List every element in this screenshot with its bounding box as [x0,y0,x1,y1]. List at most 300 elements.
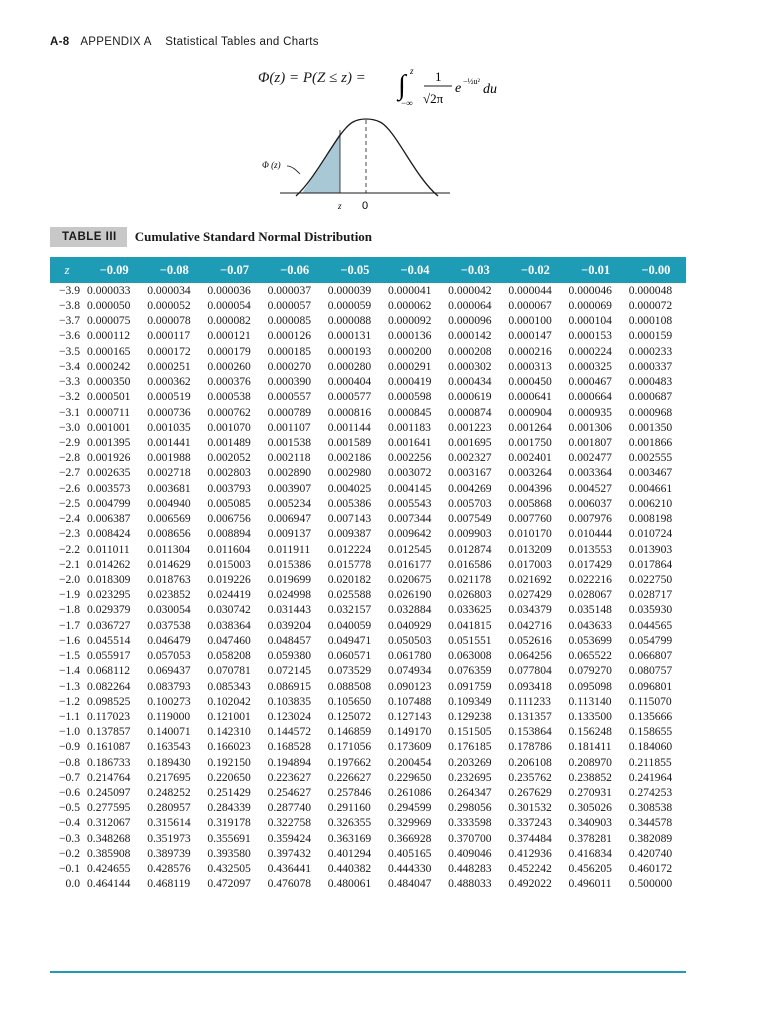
probability-cell: 0.025588 [327,588,372,602]
probability-cell: 0.312067 [87,816,131,830]
z-value-cell: −3.6 [58,329,80,343]
probability-cell: 0.308538 [628,801,673,815]
table-row [50,800,686,815]
probability-cell: 0.000075 [87,314,131,328]
probability-cell: 0.173609 [387,740,432,754]
probability-cell: 0.000325 [568,359,612,373]
probability-cell: 0.326355 [327,816,372,830]
probability-cell: 0.045514 [87,633,131,647]
z-value-cell: −1.6 [58,633,80,647]
probability-cell: 0.000762 [207,405,251,419]
probability-cell: 0.211855 [628,755,672,769]
z-value-cell: −2.9 [58,436,80,449]
probability-cell: 0.019699 [267,572,312,586]
probability-cell: 0.000251 [147,359,191,373]
z-value-cell: −1.9 [58,588,80,602]
probability-cell: 0.023852 [147,588,191,602]
probability-cell: 0.063008 [448,649,492,663]
probability-cell: 0.301532 [508,801,552,815]
probability-cell: 0.024998 [267,588,312,602]
probability-cell: 0.001988 [147,451,191,465]
probability-cell: 0.000048 [628,283,673,297]
probability-cell: 0.000313 [508,359,552,373]
probability-cell: 0.053699 [568,633,612,647]
probability-cell: 0.013209 [508,542,552,556]
probability-cell: 0.006387 [87,512,131,526]
probability-cell: 0.000216 [508,344,552,358]
probability-cell: 0.028717 [628,588,673,602]
table-row [50,816,686,831]
probability-cell: 0.472097 [207,877,251,891]
probability-cell: 0.000664 [568,390,612,404]
probability-cell: 0.206108 [508,755,552,769]
probability-cell: 0.496011 [568,877,612,891]
probability-cell: 0.041815 [448,618,492,632]
probability-cell: 0.013553 [568,542,612,556]
probability-cell: 0.000042 [448,283,492,297]
probability-cell: 0.010444 [568,527,612,541]
probability-cell: 0.176185 [448,740,492,754]
probability-cell: 0.226627 [327,770,372,784]
probability-cell: 0.294599 [387,801,432,815]
probability-cell: 0.004661 [628,481,673,495]
probability-cell: 0.156248 [568,725,612,739]
probability-cell: 0.001589 [327,436,372,449]
probability-cell: 0.000687 [628,390,673,404]
appendix-label: APPENDIX A [80,36,152,48]
probability-cell: 0.270931 [568,786,612,800]
probability-cell: 0.003573 [87,481,131,495]
probability-cell: 0.125072 [327,709,372,723]
probability-cell: 0.048457 [267,633,312,647]
z-value-cell: −1.3 [58,679,80,693]
probability-cell: 0.000096 [448,314,492,328]
probability-cell: 0.010724 [628,527,673,541]
probability-cell: 0.006569 [147,512,191,526]
table-row [50,877,686,892]
probability-cell: 0.035148 [568,603,612,617]
probability-cell: 0.382089 [628,831,673,845]
probability-cell: 0.000044 [508,283,552,297]
probability-cell: 0.000242 [87,359,131,373]
probability-cell: 0.042716 [508,618,552,632]
table-row [50,785,686,800]
probability-cell: 0.333598 [448,816,492,830]
z-label: z [338,201,342,211]
probability-cell: 0.257846 [327,786,372,800]
z-value-cell: −1.2 [58,694,80,708]
probability-cell: 0.011911 [267,542,311,556]
probability-cell: 0.000208 [448,344,492,358]
table-row [50,603,686,618]
probability-cell: 0.014262 [87,557,131,571]
probability-cell: 0.000104 [568,314,612,328]
probability-cell: 0.083793 [147,679,191,693]
probability-cell: 0.001695 [448,436,492,449]
probability-cell: 0.015386 [267,557,312,571]
probability-cell: 0.000557 [267,390,312,404]
probability-cell: 0.002401 [508,451,552,465]
probability-cell: 0.016586 [448,557,492,571]
probability-cell: 0.280957 [147,801,191,815]
probability-cell: 0.002256 [387,451,432,465]
probability-cell: 0.000434 [448,375,492,389]
probability-cell: 0.142310 [207,725,251,739]
column-header: −0.03 [460,262,490,277]
column-header: −0.06 [280,262,310,277]
probability-cell: 0.000069 [568,299,612,313]
probability-cell: 0.000200 [387,344,432,358]
probability-cell: 0.000538 [207,390,251,404]
table-row [50,709,686,724]
table-title: Cumulative Standard Normal Distribution [134,229,373,244]
svg-text:−½u²: −½u² [463,77,480,86]
probability-cell: 0.000136 [387,329,432,343]
probability-cell: 0.444330 [387,862,432,876]
probability-cell: 0.007549 [448,512,492,526]
probability-cell: 0.006210 [628,496,673,510]
table-row [50,846,686,861]
probability-cell: 0.002980 [327,466,372,480]
probability-cell: 0.456205 [568,862,612,876]
table-row [50,633,686,648]
probability-cell: 0.223627 [267,770,312,784]
probability-cell: 0.060571 [327,649,372,663]
table-row [50,374,686,389]
probability-cell: 0.001750 [508,436,552,449]
probability-cell: 0.153864 [508,725,552,739]
probability-cell: 0.397432 [267,846,312,860]
probability-cell: 0.001306 [568,420,612,434]
probability-cell: 0.000057 [267,299,312,313]
probability-cell: 0.000789 [267,405,312,419]
probability-cell: 0.001070 [207,420,251,434]
probability-cell: 0.076359 [448,664,492,678]
probability-cell: 0.217695 [147,770,191,784]
probability-cell: 0.000041 [387,283,432,297]
probability-cell: 0.000641 [508,390,552,404]
probability-cell: 0.095098 [568,679,612,693]
table-row [50,740,686,755]
probability-cell: 0.214764 [87,770,131,784]
probability-cell: 0.000172 [147,344,191,358]
probability-cell: 0.235762 [508,770,552,784]
z-value-cell: −1.4 [58,664,80,678]
z-value-cell: −3.5 [58,344,80,358]
probability-cell: 0.061780 [387,649,432,663]
z-value-cell: −0.2 [58,846,80,860]
probability-cell: 0.000968 [628,405,673,419]
probability-cell: 0.123024 [267,709,312,723]
probability-cell: 0.113140 [568,694,612,708]
probability-cell: 0.013903 [628,542,673,556]
z-value-cell: −0.3 [58,831,80,845]
probability-cell: 0.000034 [147,283,191,297]
z-value-cell: −1.8 [58,603,80,617]
probability-cell: 0.448283 [448,862,492,876]
table-row [50,298,686,313]
probability-cell: 0.024419 [207,588,251,602]
z-value-cell: −1.5 [58,649,80,663]
probability-cell: 0.305026 [568,801,612,815]
probability-cell: 0.006947 [267,512,312,526]
probability-cell: 0.018763 [147,572,191,586]
probability-cell: 0.090123 [387,679,432,693]
probability-cell: 0.003681 [147,481,191,495]
probability-cell: 0.000037 [267,283,312,297]
table-row [50,450,686,465]
probability-cell: 0.146859 [327,725,372,739]
table-row [50,663,686,678]
probability-cell: 0.019226 [207,572,251,586]
probability-cell: 0.000337 [628,359,673,373]
probability-cell: 0.069437 [147,664,191,678]
probability-cell: 0.000845 [387,405,432,419]
probability-cell: 0.032157 [327,603,372,617]
section-title: Statistical Tables and Charts [165,36,319,48]
z-value-cell: −2.5 [58,496,80,510]
probability-cell: 0.238852 [568,770,612,784]
probability-cell: 0.002327 [448,451,492,465]
probability-cell: 0.131357 [508,709,552,723]
probability-cell: 0.003793 [207,481,251,495]
probability-cell: 0.401294 [327,846,372,860]
probability-cell: 0.002803 [207,466,251,480]
probability-cell: 0.000362 [147,375,191,389]
table-label: TABLE III [50,227,127,247]
probability-cell: 0.004145 [387,481,432,495]
probability-cell: 0.129238 [448,709,492,723]
column-header: −0.07 [219,262,249,277]
z-value-cell: −2.8 [58,451,80,465]
table-row [50,587,686,602]
probability-cell: 0.006037 [568,496,612,510]
probability-cell: 0.044565 [628,618,673,632]
probability-cell: 0.008198 [628,512,673,526]
table-row [50,481,686,496]
zero-label: 0 [362,200,369,212]
probability-cell: 0.245097 [87,786,131,800]
probability-cell: 0.002718 [147,466,191,480]
z-value-cell: −2.3 [58,527,80,541]
probability-cell: 0.000112 [87,329,131,343]
table-row [50,679,686,694]
probability-cell: 0.000052 [147,299,191,313]
probability-cell: 0.107488 [387,694,432,708]
table-row [50,435,686,450]
probability-cell: 0.020675 [387,572,432,586]
table-row [50,344,686,359]
normal-curve-figure [0,0,768,230]
probability-cell: 0.000033 [87,283,131,297]
probability-cell: 0.047460 [207,633,251,647]
probability-cell: 0.005085 [207,496,251,510]
probability-cell: 0.000736 [147,405,191,419]
probability-cell: 0.043633 [568,618,612,632]
probability-cell: 0.004527 [568,481,612,495]
probability-cell: 0.000711 [87,405,131,419]
probability-cell: 0.011011 [87,542,130,556]
probability-cell: 0.197662 [327,755,372,769]
z-value-cell: −1.0 [58,725,80,739]
table-row [50,329,686,344]
column-header: −0.05 [340,262,370,277]
probability-cell: 0.484047 [387,877,432,891]
probability-cell: 0.015003 [207,557,251,571]
probability-cell: 0.000153 [568,329,612,343]
column-header: −0.04 [400,262,430,277]
probability-cell: 0.002477 [568,451,612,465]
probability-cell: 0.000062 [387,299,432,313]
probability-cell: 0.000270 [267,359,312,373]
probability-cell: 0.181411 [568,740,612,754]
table-row [50,618,686,633]
probability-cell: 0.000598 [387,390,432,404]
probability-cell: 0.000165 [87,344,131,358]
probability-cell: 0.000082 [207,314,251,328]
probability-cell: 0.032884 [387,603,432,617]
table-row [50,359,686,374]
probability-cell: 0.074934 [387,664,432,678]
probability-cell: 0.001264 [508,420,552,434]
table-row [50,542,686,557]
column-header: −0.00 [641,262,671,277]
probability-cell: 0.040929 [387,618,432,632]
probability-cell: 0.064256 [508,649,552,663]
column-header-z: z [64,262,70,277]
probability-cell: 0.010170 [508,527,552,541]
z-value-cell: −2.6 [58,481,80,495]
probability-cell: 0.093418 [508,679,552,693]
table-row [50,405,686,420]
probability-cell: 0.264347 [448,786,492,800]
probability-cell: 0.229650 [387,770,432,784]
probability-cell: 0.121001 [207,709,251,723]
table-body [50,283,686,892]
probability-cell: 0.028067 [568,588,612,602]
probability-cell: 0.355691 [207,831,251,845]
table-row [50,390,686,405]
probability-cell: 0.000085 [267,314,312,328]
probability-cell: 0.000619 [448,390,492,404]
probability-cell: 0.366928 [387,831,432,845]
probability-cell: 0.178786 [508,740,552,754]
probability-cell: 0.184060 [628,740,673,754]
probability-cell: 0.315614 [147,816,191,830]
probability-cell: 0.168528 [267,740,312,754]
z-value-cell: −0.7 [58,770,80,784]
probability-cell: 0.500000 [628,877,673,891]
probability-cell: 0.036727 [87,618,131,632]
probability-cell: 0.100273 [147,694,191,708]
probability-cell: 0.015778 [327,557,372,571]
table-row [50,831,686,846]
probability-cell: 0.374484 [508,831,552,845]
z-value-cell: −3.4 [58,359,80,373]
probability-cell: 0.000100 [508,314,552,328]
probability-cell: 0.001807 [568,436,612,449]
probability-cell: 0.135666 [628,709,673,723]
probability-cell: 0.194894 [267,755,312,769]
probability-cell: 0.000072 [628,299,673,313]
probability-cell: 0.008894 [207,527,251,541]
probability-cell: 0.000302 [448,359,492,373]
probability-cell: 0.254627 [267,786,312,800]
probability-cell: 0.020182 [327,572,372,586]
probability-cell: 0.102042 [207,694,251,708]
probability-cell: 0.005386 [327,496,372,510]
probability-cell: 0.030742 [207,603,251,617]
probability-cell: 0.052616 [508,633,552,647]
z-value-cell: −0.4 [58,816,80,830]
svg-text:1: 1 [435,69,442,84]
probability-cell: 0.378281 [568,831,612,845]
probability-cell: 0.000376 [207,375,251,389]
probability-cell: 0.416834 [568,846,612,860]
z-value-cell: −3.0 [58,420,80,434]
probability-cell: 0.241964 [628,770,673,784]
probability-cell: 0.002635 [87,466,131,480]
probability-cell: 0.000816 [327,405,372,419]
probability-cell: 0.000904 [508,405,552,419]
probability-cell: 0.000193 [327,344,372,358]
probability-cell: 0.012224 [327,542,372,556]
probability-cell: 0.059380 [267,649,312,663]
table-row [50,466,686,481]
probability-cell: 0.029379 [87,603,131,617]
z-value-cell: −3.3 [58,375,80,389]
probability-cell: 0.370700 [448,831,492,845]
svg-text:−∞: −∞ [401,98,413,108]
probability-cell: 0.030054 [147,603,191,617]
probability-cell: 0.051551 [448,633,492,647]
probability-cell: 0.329969 [387,816,432,830]
probability-cell: 0.003072 [387,466,432,480]
probability-cell: 0.039204 [267,618,312,632]
probability-cell: 0.002186 [327,451,372,465]
z-value-cell: −0.1 [58,862,80,876]
probability-cell: 0.000088 [327,314,372,328]
column-header: −0.01 [581,262,611,277]
probability-cell: 0.008656 [147,527,191,541]
z-value-cell: −3.8 [58,299,80,313]
page-number: A-8 [50,36,70,48]
probability-cell: 0.001926 [87,451,131,465]
probability-cell: 0.151505 [448,725,492,739]
probability-cell: 0.385908 [87,846,131,860]
probability-cell: 0.161087 [87,740,131,754]
probability-cell: 0.000483 [628,375,673,389]
z-value-cell: −2.0 [58,572,80,586]
probability-cell: 0.440382 [327,862,372,876]
probability-cell: 0.017003 [508,557,552,571]
probability-cell: 0.001395 [87,436,131,449]
probability-cell: 0.109349 [448,694,492,708]
probability-cell: 0.000280 [327,359,372,373]
table-row [50,527,686,542]
probability-cell: 0.002052 [207,451,251,465]
probability-cell: 0.428576 [147,862,191,876]
formula-lhs: Φ(z) = P(Z ≤ z) = [258,70,366,86]
probability-cell: 0.018309 [87,572,131,586]
probability-cell: 0.057053 [147,649,191,663]
probability-cell: 0.002555 [628,451,673,465]
probability-cell: 0.287740 [267,801,312,815]
z-value-cell: −3.7 [58,314,80,328]
probability-cell: 0.001489 [207,436,251,449]
probability-cell: 0.065522 [568,649,612,663]
svg-text:du: du [483,82,497,97]
